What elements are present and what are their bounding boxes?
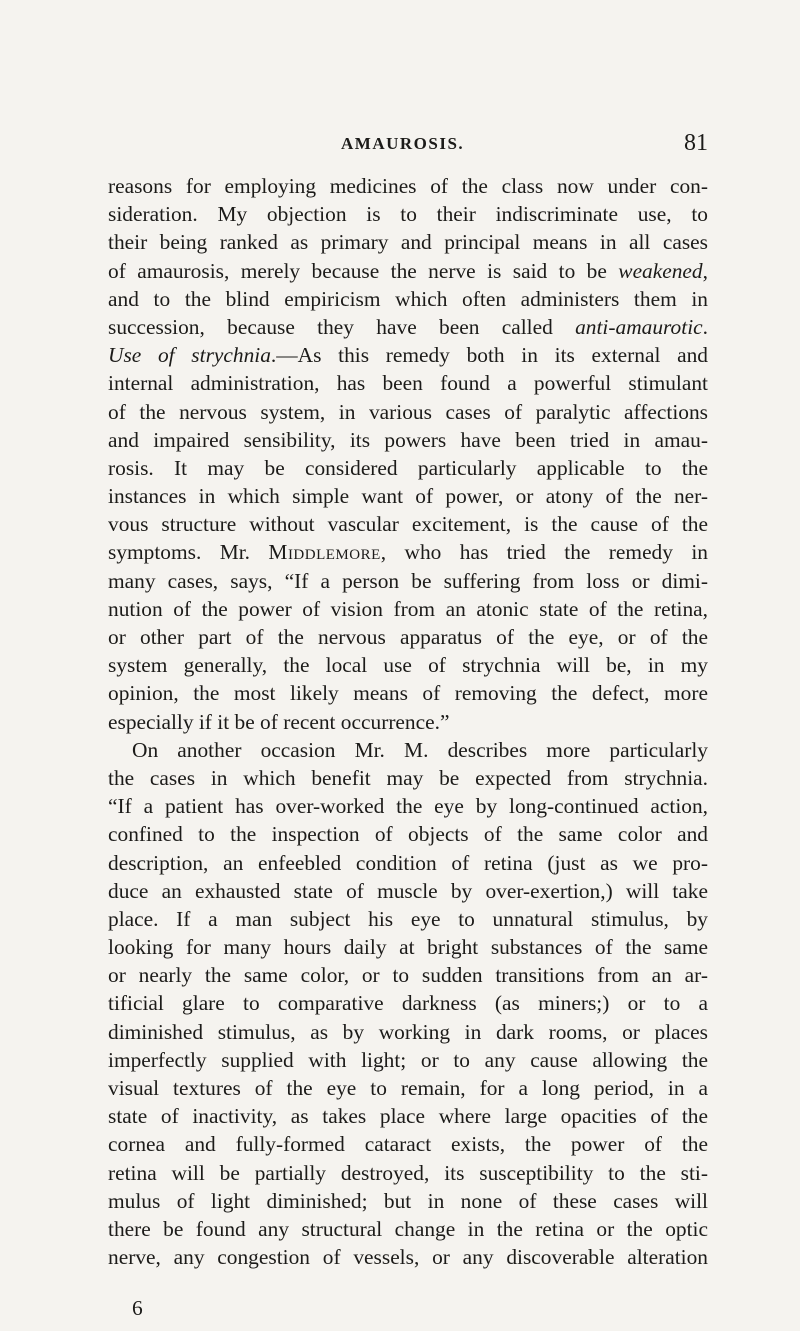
text-line: or nearly the same color, or to sudden transitions from an ar-	[108, 963, 708, 988]
text-line: their being ranked as primary and principal means in all cases	[108, 230, 708, 255]
text-line: retina will be partially destroyed, its susceptibility to the sti-	[108, 1160, 708, 1185]
text-line: the cases in which benefit may be expected from strychnia.	[108, 765, 708, 790]
text-line: description, an enfeebled condition of retina (just as we pro-	[108, 850, 708, 875]
text-line: Use of strychnia.—As this remedy both in its external and	[108, 343, 708, 368]
text-line: instances in which simple want of power, or atony of the ner-	[108, 484, 708, 509]
text-line: state of inactivity, as takes place where large opacities of the	[108, 1104, 708, 1129]
text-line: cornea and fully-formed cataract exists, the power of the	[108, 1132, 708, 1157]
text-line: nution of the power of vision from an atonic state of the retina,	[108, 596, 708, 621]
page-number: 81	[684, 130, 708, 156]
text-line: duce an exhausted state of muscle by over-exertion,) will take	[108, 878, 708, 903]
body-text	[108, 172, 708, 1271]
text-line: tificial glare to comparative darkness (as miners;) or to a	[108, 991, 708, 1016]
text-line: imperfectly supplied with light; or to any cause allowing the	[108, 1047, 708, 1072]
small-caps-text: Middlemore	[268, 540, 381, 565]
text-line: of amaurosis, merely because the nerve is said to be weakened,	[108, 258, 708, 283]
text-line: succession, because they have been called anti-amaurotic.	[108, 314, 708, 339]
text-line: On another occasion Mr. M. describes more particularly	[132, 737, 708, 762]
text-line: looking for many hours daily at bright substances of the same	[108, 935, 708, 960]
text-line: internal administration, has been found a powerful stimulant	[108, 371, 708, 396]
text-line: opinion, the most likely means of removing the defect, more	[108, 681, 708, 706]
text-line: diminished stimulus, as by working in dark rooms, or places	[108, 1019, 708, 1044]
text-line: many cases, says, “If a person be suffering from loss or dimi-	[108, 568, 708, 593]
text-line: symptoms. Mr. Middlemore, who has tried the remedy in	[108, 540, 708, 565]
text-line: nerve, any congestion of vessels, or any discoverable alteration	[108, 1245, 708, 1270]
text-line: and impaired sensibility, its powers have been tried in amau-	[108, 427, 708, 452]
italic-text: anti-amaurotic	[575, 314, 703, 339]
running-title: AMAUROSIS.	[341, 134, 465, 153]
text-line: especially if it be of recent occurrence.”	[108, 709, 450, 734]
text-line: and to the blind empiricism which often administers them in	[108, 286, 708, 311]
text-line: “If a patient has over-worked the eye by long-continued action,	[108, 794, 708, 819]
text-line: there be found any structural change in the retina or the optic	[108, 1216, 708, 1241]
italic-text: Use of strychnia	[108, 343, 271, 368]
italic-text: weakened	[618, 258, 703, 283]
text-line: vous structure without vascular excitement, is the cause of the	[108, 512, 708, 537]
text-line: rosis. It may be considered particularly applicable to the	[108, 455, 708, 480]
text-line: or other part of the nervous apparatus of the eye, or of the	[108, 625, 708, 649]
text-line: place. If a man subject his eye to unnatural stimulus, by	[108, 906, 708, 931]
text-line: sideration. My objection is to their indiscriminate use, to	[108, 202, 708, 227]
text-line: system generally, the local use of strychnia will be, in my	[108, 653, 708, 678]
text-line: visual textures of the eye to remain, for a long period, in a	[108, 1076, 708, 1100]
text-line: reasons for employing medicines of the class now under con-	[108, 174, 708, 198]
signature-mark: 6	[132, 1296, 143, 1320]
text-line: mulus of light diminished; but in none of these cases will	[108, 1188, 708, 1213]
page-header	[108, 130, 708, 160]
text-line: confined to the inspection of objects of the same color and	[108, 822, 708, 847]
text-line: of the nervous system, in various cases of paralytic affections	[108, 399, 708, 424]
